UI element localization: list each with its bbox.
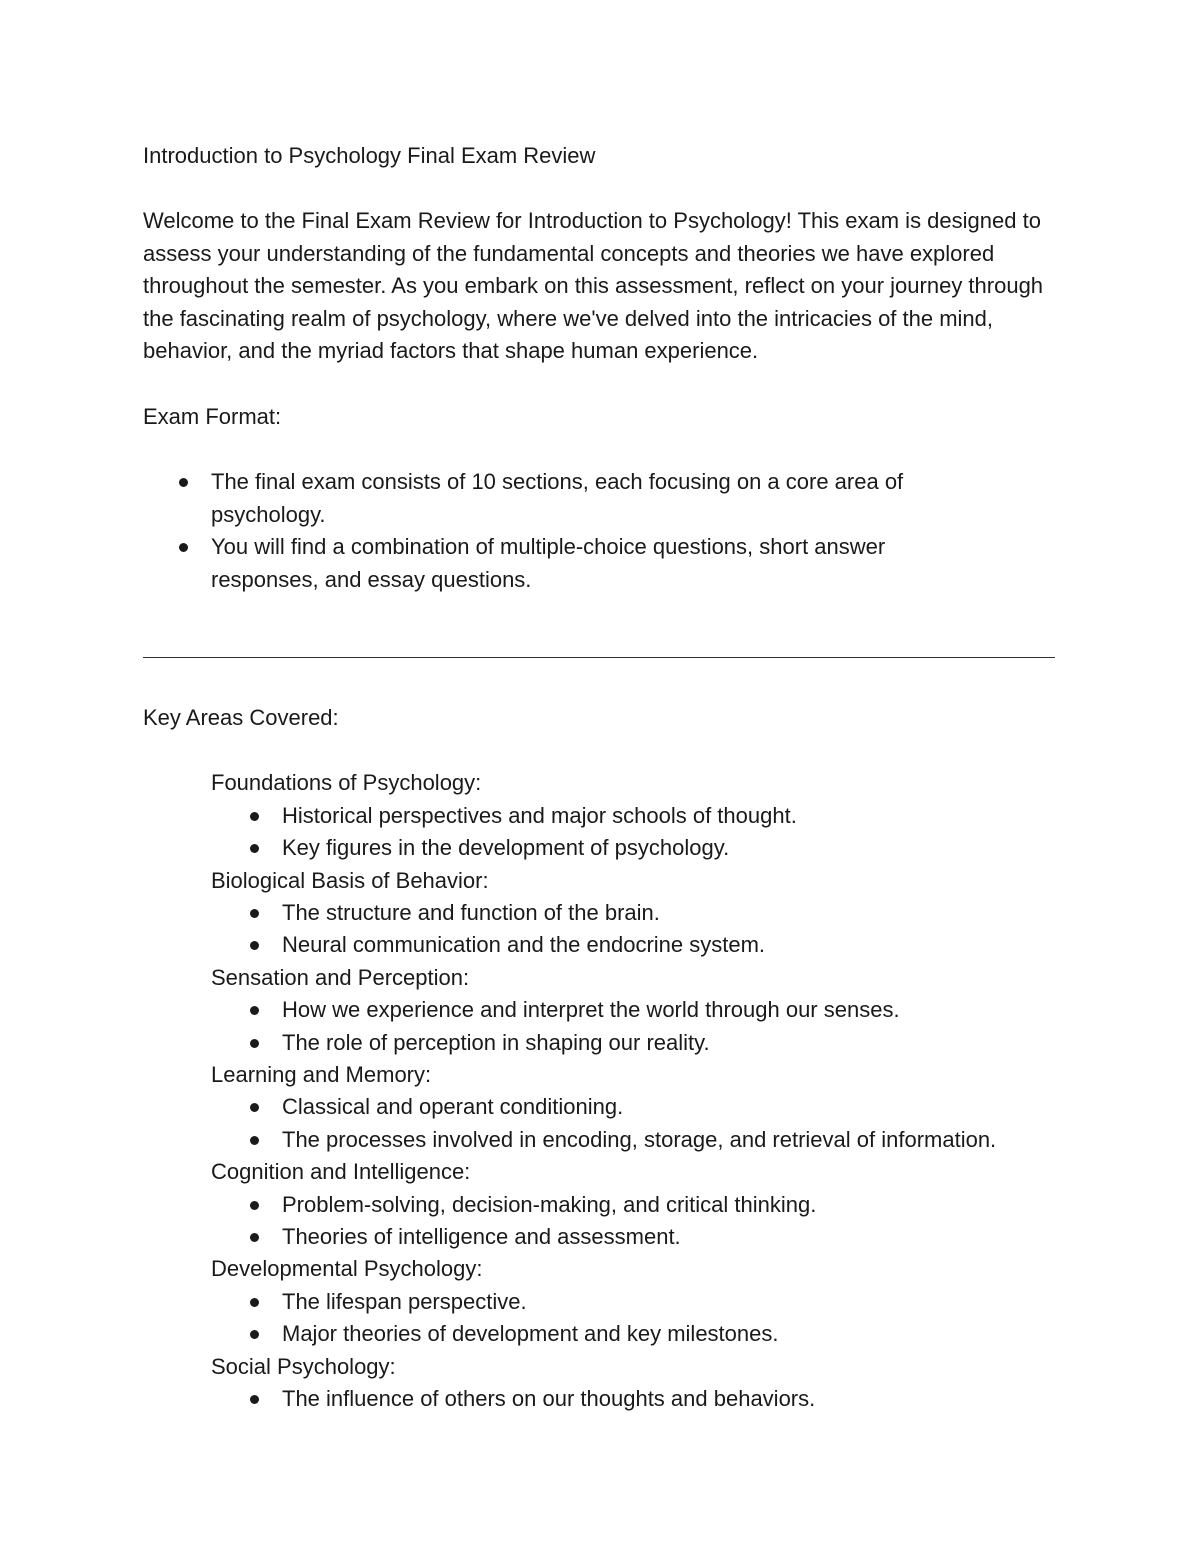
area-title: Developmental Psychology: [211, 1256, 483, 1282]
list-item-text: The lifespan perspective. [282, 1288, 527, 1314]
area-points [211, 1286, 1058, 1351]
area-points [211, 1383, 1058, 1415]
list-item [282, 1383, 1058, 1415]
area-title: Social Psychology: [211, 1353, 396, 1379]
list-item-text: You will find a combination of multiple-choice questions, short answer responses, and essay questions. [211, 534, 886, 592]
area-points [211, 994, 1058, 1059]
area-title: Learning and Memory: [211, 1062, 432, 1087]
bullet-icon [250, 812, 259, 821]
area-cognition-intelligence [211, 1156, 1058, 1253]
area-foundations [211, 767, 1058, 864]
list-item [282, 1189, 1058, 1221]
area-points [211, 800, 1058, 865]
bullet-icon [179, 478, 188, 487]
list-item-text: The role of perception in shaping our reality. [282, 1029, 710, 1055]
bullet-icon [250, 1006, 259, 1015]
list-item-text: Neural communication and the endocrine system. [282, 932, 766, 958]
area-title: Cognition and Intelligence: [211, 1159, 471, 1185]
list-item [282, 1124, 1058, 1156]
list-item [282, 1286, 1058, 1318]
area-title: Foundations of Psychology: [211, 770, 482, 796]
bullet-icon [250, 941, 259, 950]
area-learning-memory [211, 1059, 1058, 1156]
list-item-text: The processes involved in encoding, storage, and retrieval of information. [282, 1126, 997, 1152]
bullet-icon [250, 1201, 259, 1210]
bullet-icon [250, 1395, 259, 1404]
area-developmental [211, 1253, 1058, 1350]
list-item [282, 994, 1058, 1026]
exam-format-heading: Exam Format: [143, 403, 282, 429]
bullet-icon [179, 543, 188, 552]
list-item-text: Historical perspectives and major schools of thought. [282, 802, 797, 828]
area-points [211, 897, 1058, 962]
bullet-icon [250, 1330, 259, 1339]
list-item-text: Problem-solving, decision-making, and critical thinking. [282, 1191, 817, 1217]
bullet-icon [250, 909, 259, 918]
list-item [282, 897, 1058, 929]
list-item [282, 1027, 1058, 1059]
list-item-text: The final exam consists of 10 sections, each focusing on a core area of psychology. [211, 468, 904, 527]
list-item-text: Major theories of development and key milestones. [282, 1321, 779, 1347]
bullet-icon [250, 1103, 259, 1112]
area-sensation-perception [211, 962, 1058, 1059]
bullet-icon [250, 1039, 259, 1048]
area-title: Sensation and Perception: [211, 964, 470, 990]
key-areas-heading: Key Areas Covered: [143, 705, 339, 731]
list-item [282, 1091, 1058, 1123]
list-item [282, 1318, 1058, 1350]
intro-paragraph: Welcome to the Final Exam Review for Introduction to Psychology! This exam is designed to assess your understanding of the fundamental concepts and theories we have explored throughout the semester. As you embark on this assessment, reflect on your journey through the fascinating realm of psychology, where we've delved into the intricacies of the mind, behavior, and the myriad factors that shape human experience. [143, 208, 1044, 364]
list-item-text: Classical and operant conditioning. [282, 1094, 624, 1120]
bullet-icon [250, 1233, 259, 1242]
list-item [211, 466, 971, 531]
list-item-text: How we experience and interpret the world through our senses. [282, 997, 900, 1023]
list-item-text: The influence of others on our thoughts and behaviors. [282, 1386, 816, 1412]
key-areas-list [211, 767, 1058, 1415]
area-points [211, 1189, 1058, 1254]
list-item [282, 929, 1058, 961]
list-item-text: Key figures in the development of psychology. [282, 835, 730, 861]
bullet-icon [250, 844, 259, 853]
list-item-text: The structure and function of the brain. [282, 899, 660, 925]
area-biological-basis [211, 865, 1058, 962]
list-item [282, 800, 1058, 832]
list-item [282, 832, 1058, 864]
area-points [211, 1091, 1058, 1156]
bullet-icon [250, 1136, 259, 1145]
document-title: Introduction to Psychology Final Exam Review [143, 143, 596, 168]
horizontal-divider [143, 657, 1055, 658]
area-title: Biological Basis of Behavior: [211, 867, 489, 893]
list-item [211, 531, 971, 596]
bullet-icon [250, 1298, 259, 1307]
document-page [143, 140, 1058, 1415]
area-social [211, 1351, 1058, 1416]
list-item [282, 1221, 1058, 1253]
exam-format-list [143, 466, 1058, 596]
list-item-text: Theories of intelligence and assessment. [282, 1224, 681, 1250]
